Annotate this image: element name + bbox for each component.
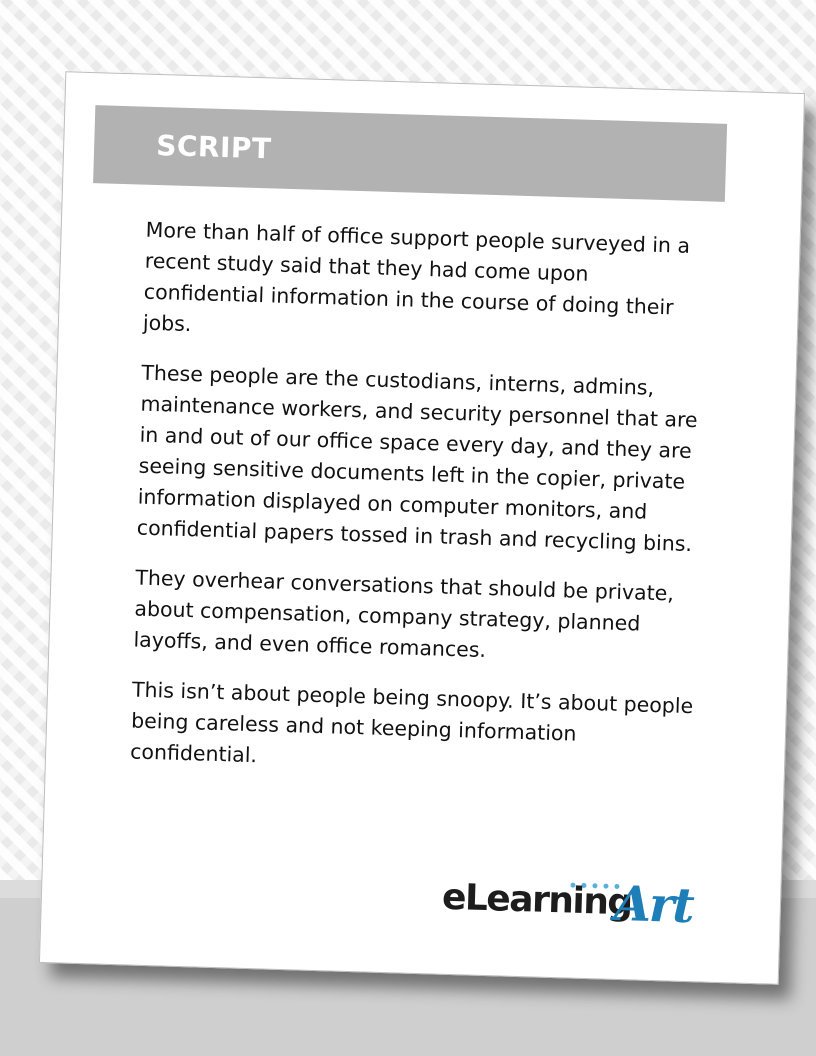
page-title: SCRIPT: [155, 128, 272, 166]
header-bar: [93, 105, 727, 202]
paragraph-1: More than half of office support people surveyed in a recent study said that they had come upon confidential information in the course of doing their jobs.: [142, 217, 691, 337]
script-body: [129, 215, 716, 804]
paragraph-2: These people are the custodians, interns, admins, maintenance workers, and security personnel that are in and out of our office space every day, and they are seeing sensitive documents left in the copier, private information displayed on computer monitors, and confidential papers tossed in trash and recycling bins.: [136, 360, 698, 557]
paragraph-4: This isn’t about people being snoopy. It’s about people being careless and not keeping information confidential.: [129, 677, 694, 768]
logo-text: eLearning: [441, 876, 633, 924]
logo-art-text: Art: [613, 875, 694, 935]
paragraph-3: They overhear conversations that should be private, about compensation, company strategy, planned layoffs, and even office romances.: [133, 565, 675, 662]
script-page: [39, 71, 805, 985]
elearningart-logo: [441, 867, 693, 944]
